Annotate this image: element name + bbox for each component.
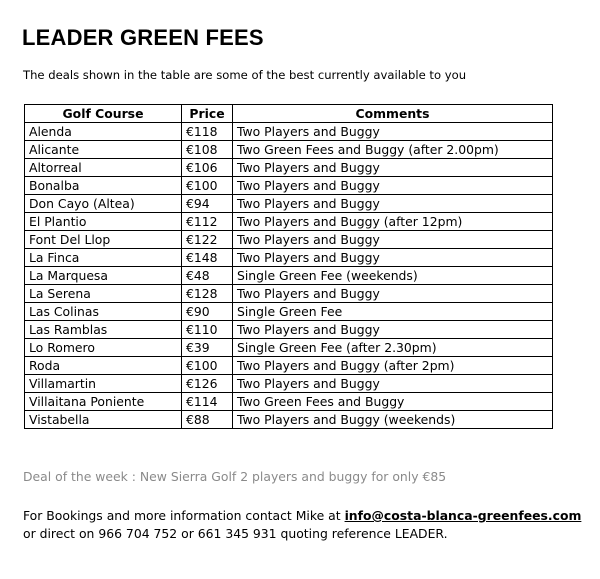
cell-golf-course: La Serena bbox=[25, 285, 182, 303]
cell-comments: Two Players and Buggy (weekends) bbox=[233, 411, 553, 429]
cell-golf-course: Villaitana Poniente bbox=[25, 393, 182, 411]
table-row bbox=[25, 285, 553, 303]
table-row bbox=[25, 123, 553, 141]
cell-golf-course: Alicante bbox=[25, 141, 182, 159]
cell-price: €122 bbox=[182, 231, 233, 249]
cell-comments: Two Players and Buggy bbox=[233, 249, 553, 267]
table-row bbox=[25, 267, 553, 285]
cell-comments: Two Players and Buggy (after 12pm) bbox=[233, 213, 553, 231]
cell-price: €94 bbox=[182, 195, 233, 213]
contact-info bbox=[23, 507, 581, 543]
cell-price: €110 bbox=[182, 321, 233, 339]
column-header-comments: Comments bbox=[233, 105, 553, 123]
cell-golf-course: Vistabella bbox=[25, 411, 182, 429]
cell-comments: Two Players and Buggy bbox=[233, 159, 553, 177]
cell-golf-course: Las Ramblas bbox=[25, 321, 182, 339]
cell-golf-course: Altorreal bbox=[25, 159, 182, 177]
cell-price: €148 bbox=[182, 249, 233, 267]
table-row bbox=[25, 393, 553, 411]
cell-price: €108 bbox=[182, 141, 233, 159]
cell-price: €118 bbox=[182, 123, 233, 141]
cell-price: €100 bbox=[182, 177, 233, 195]
cell-golf-course: Villamartin bbox=[25, 375, 182, 393]
cell-price: €100 bbox=[182, 357, 233, 375]
table-row bbox=[25, 411, 553, 429]
table-row bbox=[25, 249, 553, 267]
cell-comments: Two Players and Buggy bbox=[233, 285, 553, 303]
cell-price: €106 bbox=[182, 159, 233, 177]
cell-comments: Two Players and Buggy bbox=[233, 231, 553, 249]
table-row bbox=[25, 141, 553, 159]
cell-golf-course: El Plantio bbox=[25, 213, 182, 231]
cell-golf-course: Font Del Llop bbox=[25, 231, 182, 249]
table-row bbox=[25, 357, 553, 375]
deal-of-the-week: Deal of the week : New Sierra Golf 2 players and buggy for only €85 bbox=[23, 469, 447, 484]
column-header-price: Price bbox=[182, 105, 233, 123]
cell-comments: Two Green Fees and Buggy (after 2.00pm) bbox=[233, 141, 553, 159]
cell-golf-course: La Finca bbox=[25, 249, 182, 267]
cell-golf-course: Alenda bbox=[25, 123, 182, 141]
cell-comments: Two Green Fees and Buggy bbox=[233, 393, 553, 411]
cell-comments: Single Green Fee (weekends) bbox=[233, 267, 553, 285]
table-row bbox=[25, 177, 553, 195]
intro-text: The deals shown in the table are some of the best currently available to you bbox=[23, 68, 467, 82]
table-row bbox=[25, 159, 553, 177]
cell-price: €128 bbox=[182, 285, 233, 303]
cell-golf-course: Roda bbox=[25, 357, 182, 375]
cell-comments: Single Green Fee (after 2.30pm) bbox=[233, 339, 553, 357]
contact-line-1 bbox=[23, 507, 581, 525]
cell-comments: Two Players and Buggy bbox=[233, 123, 553, 141]
cell-comments: Single Green Fee bbox=[233, 303, 553, 321]
cell-price: €126 bbox=[182, 375, 233, 393]
cell-golf-course: Las Colinas bbox=[25, 303, 182, 321]
cell-golf-course: La Marquesa bbox=[25, 267, 182, 285]
cell-golf-course: Lo Romero bbox=[25, 339, 182, 357]
table-row bbox=[25, 339, 553, 357]
cell-golf-course: Don Cayo (Altea) bbox=[25, 195, 182, 213]
cell-price: €48 bbox=[182, 267, 233, 285]
cell-comments: Two Players and Buggy bbox=[233, 195, 553, 213]
table-row bbox=[25, 213, 553, 231]
green-fees-table bbox=[24, 104, 553, 429]
table-row bbox=[25, 303, 553, 321]
table-row bbox=[25, 231, 553, 249]
cell-price: €39 bbox=[182, 339, 233, 357]
cell-price: €114 bbox=[182, 393, 233, 411]
page-title: LEADER GREEN FEES bbox=[22, 25, 264, 50]
cell-price: €112 bbox=[182, 213, 233, 231]
table-header-row bbox=[25, 105, 553, 123]
table-row bbox=[25, 321, 553, 339]
column-header-golf-course: Golf Course bbox=[25, 105, 182, 123]
cell-comments: Two Players and Buggy bbox=[233, 375, 553, 393]
table-row bbox=[25, 375, 553, 393]
cell-golf-course: Bonalba bbox=[25, 177, 182, 195]
table-body bbox=[25, 123, 553, 429]
contact-prefix: For Bookings and more information contact Mike at bbox=[23, 508, 345, 523]
table-row bbox=[25, 195, 553, 213]
email-link[interactable]: info@costa-blanca-greenfees.com bbox=[344, 508, 582, 523]
cell-comments: Two Players and Buggy bbox=[233, 321, 553, 339]
cell-price: €88 bbox=[182, 411, 233, 429]
cell-price: €90 bbox=[182, 303, 233, 321]
cell-comments: Two Players and Buggy bbox=[233, 177, 553, 195]
contact-line-2: or direct on 966 704 752 or 661 345 931 quoting reference LEADER. bbox=[23, 526, 448, 541]
cell-comments: Two Players and Buggy (after 2pm) bbox=[233, 357, 553, 375]
